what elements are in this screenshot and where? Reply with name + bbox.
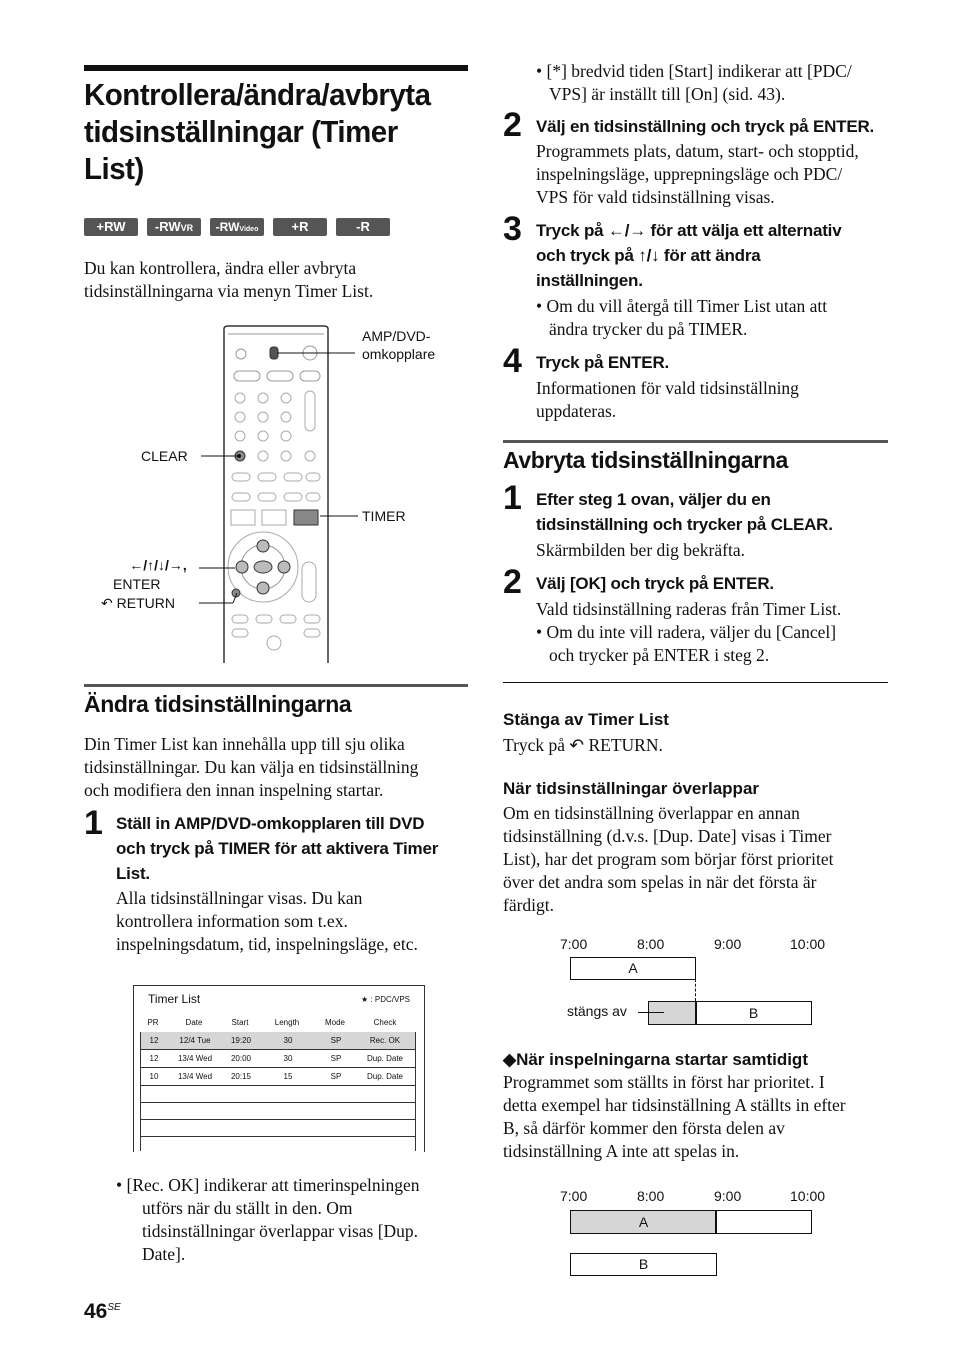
intro-text: [84, 257, 464, 303]
timer-list-rows: [140, 1032, 416, 1151]
table-row[interactable]: [141, 1050, 415, 1068]
cell: Dup. Date: [366, 1072, 404, 1081]
timer-a-bar: A: [570, 957, 696, 980]
cancel-step2-body: Vald tidsinställning raderas från Timer List.: [536, 599, 842, 619]
body-line: Programmet som ställts in först har prioritet. I: [503, 1072, 825, 1092]
step-body-line: Informationen för vald tidsinställning: [536, 378, 799, 398]
section-heading-cancel: [503, 446, 788, 474]
body-line: List), har det program som börjar först prioritet: [503, 849, 834, 869]
note-line: Date].: [142, 1244, 186, 1264]
timer-list-legend: ★ : PDC/VPS: [361, 995, 410, 1004]
cell: 15: [283, 1072, 293, 1081]
amp-label-line: omkopplare: [362, 346, 436, 362]
step-title-line: och tryck på TIMER för att aktivera Timer: [116, 839, 439, 858]
header-pr: PR: [147, 1018, 159, 1027]
off-label: stängs av: [567, 1003, 627, 1019]
change-intro-line: tidsinställningar. Du kan välja en tidsinställning: [84, 757, 419, 777]
clear-label: CLEAR: [141, 448, 188, 464]
title-line: tidsinställningar (Timer: [84, 114, 398, 149]
change-step1-body: [116, 887, 471, 956]
return-label: ↶ RETURN: [101, 595, 175, 611]
cell: 10: [149, 1072, 159, 1081]
callout-lines: [195, 340, 365, 610]
enter-label: ENTER: [113, 576, 161, 592]
body-line: B, så därför kommer den första delen av: [503, 1118, 785, 1138]
cancel-step1-title: [536, 487, 896, 537]
arrows-label-line: ←/↑/↓/→,: [129, 557, 187, 573]
cancel-step1-number: 1: [503, 479, 522, 517]
overlap-heading: När tidsinställningar överlappar: [503, 779, 760, 798]
amp-label-line: AMP/DVD-: [362, 328, 431, 344]
rec-ok-note: [116, 1174, 484, 1266]
section-rule-cancel: [503, 440, 888, 443]
time-label: 7:00: [560, 1188, 588, 1204]
table-row[interactable]: [141, 1068, 415, 1086]
heading-change: Ändra tidsinställningarna: [84, 691, 352, 717]
step-title-line: Tryck på ←/→ för att välja ett alternativ: [536, 221, 842, 240]
timer-list-header-row: [140, 1014, 416, 1031]
title-line: Kontrollera/ändra/avbryta: [84, 77, 431, 112]
dashed-marker: [695, 979, 696, 1001]
amp-dvd-label: [362, 327, 435, 363]
simultaneous-body: [503, 1071, 898, 1163]
overlap-diagram: [540, 930, 840, 1030]
table-row[interactable]: [141, 1032, 415, 1050]
bullet-line: • Om du vill återgå till Timer List utan att: [536, 296, 828, 316]
pdc-bullet: [536, 60, 896, 106]
cell: 20:00: [230, 1054, 252, 1063]
table-row-empty: [141, 1103, 415, 1120]
intro-line: tidsinställningarna via menyn Timer List.: [84, 281, 374, 301]
change-intro-line: Din Timer List kan innehålla upp till sju olika: [84, 734, 405, 754]
cell: SP: [330, 1072, 342, 1081]
time-label: 9:00: [714, 1188, 742, 1204]
table-row-empty: [141, 1120, 415, 1137]
bullet-line: och trycker på ENTER i steg 2.: [549, 645, 770, 665]
badge-plus-rw: +RW: [84, 218, 138, 236]
title-rule: [84, 65, 468, 71]
intro-line: Du kan kontrollera, ändra eller avbryta: [84, 258, 357, 278]
step-title-line: List.: [116, 864, 150, 883]
step3-title: [536, 218, 896, 293]
section-rule-change: [84, 684, 468, 687]
change-intro: [84, 733, 469, 802]
step-body-line: Alla tidsinställningar visas. Du kan: [116, 888, 363, 908]
time-label: 9:00: [714, 936, 742, 952]
note-line: tidsinställningar överlappar visas [Dup.: [142, 1221, 419, 1241]
cell: 12: [149, 1054, 159, 1063]
step-body-line: uppdateras.: [536, 401, 617, 421]
simultaneous-diagram: [540, 1182, 840, 1282]
step4-body: [536, 377, 896, 423]
cell: 13/4 Wed: [177, 1072, 213, 1081]
timer-list-title: Timer List: [148, 992, 201, 1006]
cancel-step2-title: Välj [OK] och tryck på ENTER.: [536, 574, 774, 593]
section-heading-change: [84, 690, 351, 718]
timer-a-recorded: [715, 1210, 812, 1234]
simultaneous-heading: ◆När inspelningarna startar samtidigt: [503, 1050, 808, 1069]
cell: 13/4 Wed: [177, 1054, 213, 1063]
step-body-line: Programmets plats, datum, start- och stopptid,: [536, 141, 859, 161]
badge-minus-r: -R: [336, 218, 390, 236]
step4-title: Tryck på ENTER.: [536, 353, 670, 372]
page-suffix: SE: [107, 1302, 121, 1313]
time-label: 7:00: [560, 936, 588, 952]
bullet-line: ändra trycker du på TIMER.: [549, 319, 748, 339]
header-mode: Mode: [324, 1018, 345, 1027]
step3-bullet: [536, 295, 896, 341]
timer-b-bar: B: [570, 1253, 717, 1276]
step-body-line: inspelningsläge, upprepningsläge och PDC/: [536, 164, 843, 184]
header-date: Date: [185, 1018, 203, 1027]
bullet-line: VPS] är inställt till [On] (sid. 43).: [549, 84, 786, 104]
badge-plus-r: +R: [273, 218, 327, 236]
step-body-line: kontrollera information som t.ex.: [116, 911, 348, 931]
step4-number: 4: [503, 342, 522, 380]
step2-number: 2: [503, 106, 522, 144]
cancel-step1-body: Skärmbilden ber dig bekräfta.: [536, 540, 745, 560]
step2-body: [536, 140, 896, 209]
step-title-line: inställningen.: [536, 271, 643, 290]
table-row-empty: [141, 1137, 415, 1152]
step-body-line: inspelningsdatum, tid, inspelningsläge, etc.: [116, 934, 418, 954]
change-step1-title: [116, 811, 471, 886]
off-callout-line: [638, 1012, 664, 1013]
body-line: detta exempel har tidsinställning A ställts in efter: [503, 1095, 846, 1115]
bullet-line: • Om du inte vill radera, väljer du [Cancel]: [536, 622, 837, 642]
step3-number: 3: [503, 210, 522, 248]
step-title-line: tidsinställning och trycker på CLEAR.: [536, 515, 833, 534]
body-line: över det andra som spelas in när det första är: [503, 872, 817, 892]
time-label: 8:00: [637, 936, 665, 952]
header-start: Start: [231, 1018, 249, 1027]
cell: 12/4 Tue: [179, 1036, 211, 1045]
page-number-value: 46: [84, 1300, 108, 1323]
body-line: Om en tidsinställning överlappar en annan: [503, 803, 800, 823]
cancel-step2-bullet: [536, 621, 896, 667]
header-length: Length: [274, 1018, 300, 1027]
cell: 30: [283, 1054, 293, 1063]
timer-b-bar: B: [695, 1001, 812, 1025]
timer-a-skipped: A: [570, 1210, 717, 1234]
page-number: [84, 1300, 121, 1324]
cell: Dup. Date: [366, 1054, 404, 1063]
close-timer-heading: Stänga av Timer List: [503, 710, 669, 729]
step-title-line: och tryck på ↑/↓ för att ändra: [536, 246, 761, 265]
timer-list-screen: [133, 985, 425, 1152]
time-label: 10:00: [790, 1188, 826, 1204]
note-line: • [Rec. OK] indikerar att timerinspelningen: [116, 1175, 420, 1195]
change-intro-line: och modifiera den innan inspelning startar.: [84, 780, 384, 800]
bullet-line: • [*] bredvid tiden [Start] indikerar att [PDC/: [536, 61, 852, 81]
heading-cancel: Avbryta tidsinställningarna: [503, 447, 788, 473]
body-line: tidsinställning A inte att spelas in.: [503, 1141, 740, 1161]
step-title-line: Efter steg 1 ovan, väljer du en: [536, 490, 771, 509]
badge-minus-rw-vr: -RWVR: [147, 218, 201, 236]
timer-label: TIMER: [362, 508, 406, 524]
step2-title: Välj en tidsinställning och tryck på ENTER.: [536, 117, 875, 136]
arrows-label: [113, 556, 203, 574]
step-title-line: Ställ in AMP/DVD-omkopplaren till DVD: [116, 814, 425, 833]
step-body-line: VPS för vald tidsinställning visas.: [536, 187, 775, 207]
cell: 12: [149, 1036, 159, 1045]
overlap-body: [503, 802, 893, 917]
body-line: färdigt.: [503, 895, 555, 915]
cell: SP: [330, 1054, 342, 1063]
cell: 19:20: [230, 1036, 252, 1045]
time-label: 10:00: [790, 936, 826, 952]
header-check: Check: [373, 1018, 397, 1027]
change-step1-number: 1: [84, 804, 103, 842]
timer-b-skipped: [648, 1001, 697, 1025]
cell: 20:15: [230, 1072, 252, 1081]
title-line: List): [84, 151, 144, 186]
time-label: 8:00: [637, 1188, 665, 1204]
cell: SP: [330, 1036, 342, 1045]
note-line: utförs när du ställt in den. Om: [142, 1198, 353, 1218]
cell: 30: [283, 1036, 293, 1045]
page-title: [84, 76, 474, 187]
timer-list-table: [140, 1014, 416, 1031]
cell: Rec. OK: [369, 1036, 401, 1045]
divider: [503, 682, 888, 683]
badge-minus-rw-video: -RWVideo: [210, 218, 264, 236]
body-line: tidsinställning (d.v.s. [Dup. Date] visas i Timer: [503, 826, 832, 846]
table-row-empty: [141, 1086, 415, 1103]
cancel-step2-number: 2: [503, 563, 522, 601]
close-timer-body: Tryck på ↶ RETURN.: [503, 735, 663, 755]
